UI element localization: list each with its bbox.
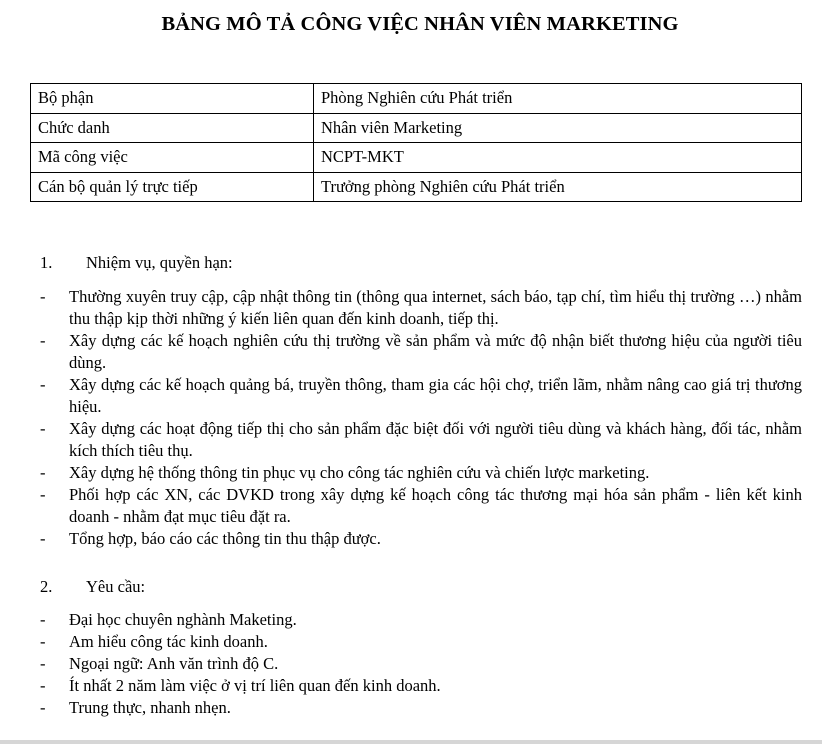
list-item <box>40 653 802 675</box>
list-item-text: Ít nhất 2 năm làm việc ở vị trí liên quan đến kinh doanh. <box>69 676 441 695</box>
table-cell-value: NCPT-MKT <box>314 143 802 173</box>
list-item <box>40 286 802 330</box>
job-info-table <box>30 83 802 202</box>
list-item-text: Thường xuyên truy cập, cập nhật thông tin (thông qua internet, sách báo, tạp chí, tìm hiểu thị trường …) nhằm thu thập kịp thời những ý kiến liên quan đến kinh doanh, tiếp thị. <box>69 287 802 328</box>
section-title: Nhiệm vụ, quyền hạn: <box>86 253 233 272</box>
list-item <box>40 675 802 697</box>
list-item-text: Trung thực, nhanh nhẹn. <box>69 698 231 717</box>
section-heading-duties <box>40 252 233 274</box>
list-item-text: Xây dựng các kế hoạch quảng bá, truyền thông, tham gia các hội chợ, triển lãm, nhằm nâng cao giá trị thương hiệu. <box>69 375 802 416</box>
table-row <box>31 172 802 202</box>
bullet-dash: - <box>40 698 46 717</box>
table-cell-label: Mã công việc <box>31 143 314 173</box>
list-item-text: Phối hợp các XN, các DVKD trong xây dựng kế hoạch công tác thương mại hóa sản phẩm - liên kết kinh doanh - nhằm đạt mục tiêu đặt ra. <box>69 485 802 526</box>
list-item <box>40 462 802 484</box>
list-item-text: Xây dựng các kế hoạch nghiên cứu thị trường về sản phẩm và mức độ nhận biết thương hiệu của người tiêu dùng. <box>69 331 802 372</box>
list-item-text: Tổng hợp, báo cáo các thông tin thu thập được. <box>69 529 381 548</box>
bullet-dash: - <box>40 610 46 629</box>
bullet-dash: - <box>40 331 46 350</box>
table-row <box>31 143 802 173</box>
section-heading-requirements <box>40 576 145 598</box>
list-item <box>40 631 802 653</box>
table-row <box>31 84 802 114</box>
bullet-dash: - <box>40 676 46 695</box>
list-item <box>40 609 802 631</box>
list-item-text: Đại học chuyên nghành Maketing. <box>69 610 297 629</box>
section-title: Yêu cầu: <box>86 577 146 596</box>
bullet-dash: - <box>40 654 46 673</box>
list-item <box>40 697 802 719</box>
section-number: 2. <box>40 577 53 596</box>
list-item-text: Ngoại ngữ: Anh văn trình độ C. <box>69 654 279 673</box>
bullet-dash: - <box>40 463 46 482</box>
table-cell-value: Nhân viên Marketing <box>314 113 802 143</box>
list-item <box>40 330 802 374</box>
list-item-text: Xây dựng hệ thống thông tin phục vụ cho công tác nghiên cứu và chiến lược marketing. <box>69 463 650 482</box>
page-bottom-edge <box>0 740 822 744</box>
table-cell-label: Bộ phận <box>31 84 314 114</box>
list-item <box>40 418 802 462</box>
bullet-dash: - <box>40 529 46 548</box>
bullet-dash: - <box>40 485 46 504</box>
table-cell-label: Cán bộ quản lý trực tiếp <box>31 172 314 202</box>
table-cell-label: Chức danh <box>31 113 314 143</box>
table-row <box>31 113 802 143</box>
bullet-dash: - <box>40 419 46 438</box>
duties-list <box>40 286 802 550</box>
document-title: BẢNG MÔ TẢ CÔNG VIỆC NHÂN VIÊN MARKETING <box>161 13 679 35</box>
table-cell-value: Phòng Nghiên cứu Phát triển <box>314 84 802 114</box>
bullet-dash: - <box>40 375 46 394</box>
list-item-text: Am hiểu công tác kinh doanh. <box>69 632 268 651</box>
list-item <box>40 528 802 550</box>
list-item <box>40 484 802 528</box>
section-number: 1. <box>40 253 53 272</box>
bullet-dash: - <box>40 287 46 306</box>
list-item <box>40 374 802 418</box>
requirements-list <box>40 609 802 719</box>
list-item-text: Xây dựng các hoạt động tiếp thị cho sản phẩm đặc biệt đối với người tiêu dùng và khách hàng, đối tác, nhằm kích thích tiêu thụ. <box>69 419 802 460</box>
bullet-dash: - <box>40 632 46 651</box>
table-cell-value: Trưởng phòng Nghiên cứu Phát triển <box>314 172 802 202</box>
